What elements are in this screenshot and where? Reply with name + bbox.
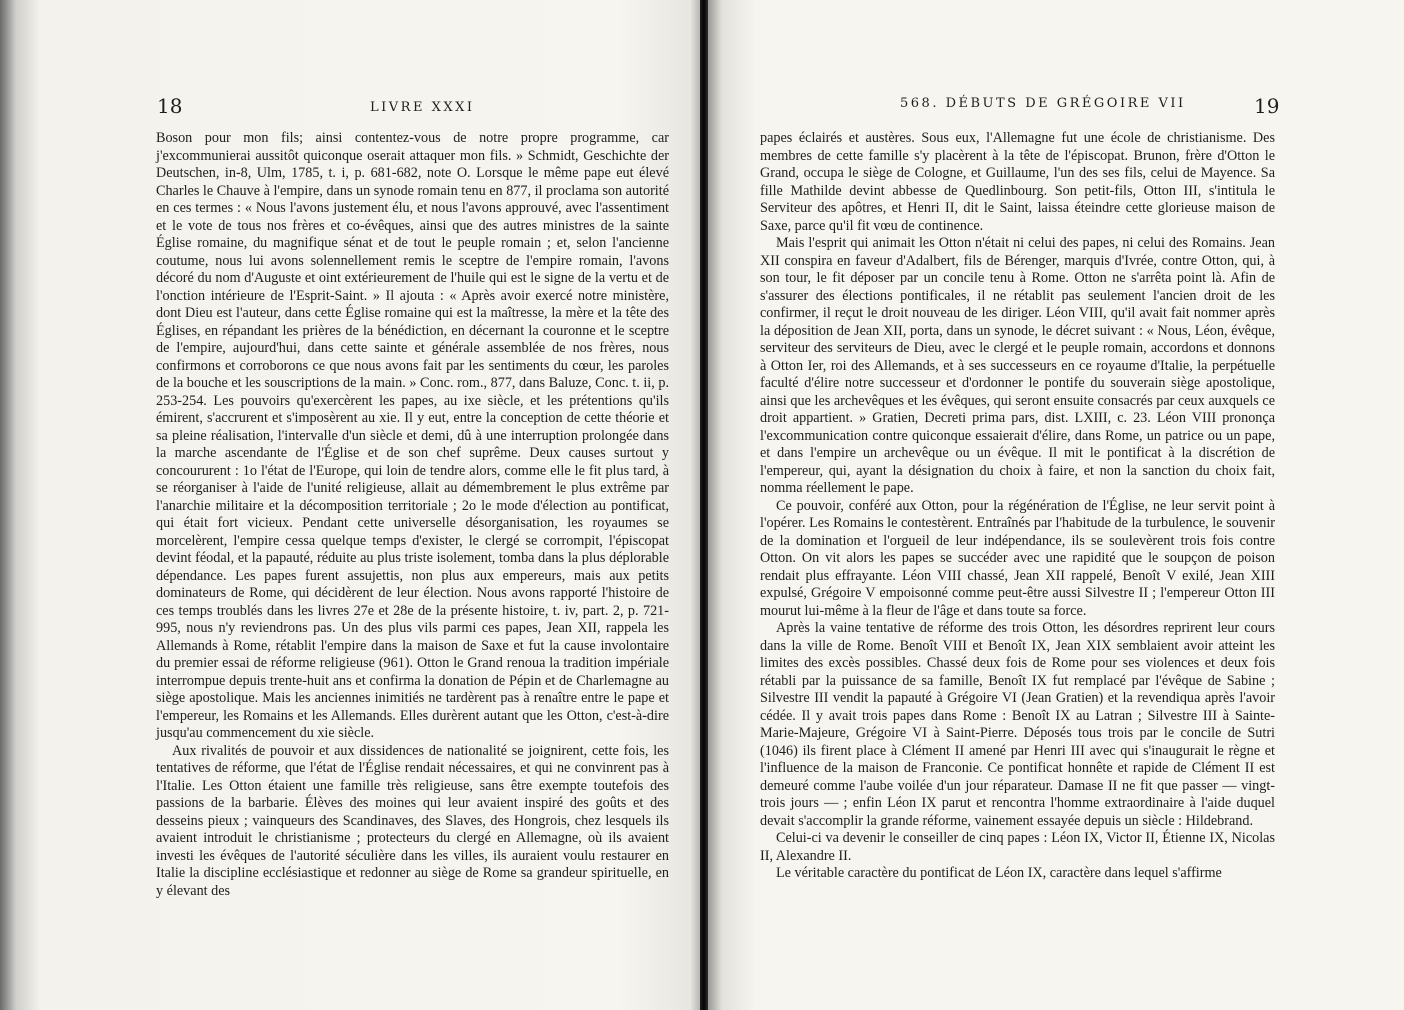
right-page-text [760,130,1275,883]
left-running-head: LIVRE XXXI [370,100,475,115]
right-paragraph-3: Ce pouvoir, conféré aux Otton, pour la régénération de l'Église, ne leur servit point à l'opérer. Les Romains le contestèrent. Entraînés par l'habitude de la turbulence, le souvenir de la domination et l'orgueil de leur indépendance, ils se soulevèrent trois fois contre Otton. On vit alors les papes se succéder avec une rapidité que le soupçon de poison rendait plus effrayante. Léon VIII chassé, Jean XII rappelé, Benoît V exilé, Jean XIII expulsé, Grégoire V empoisonné comme peut-être aussi Silvestre II ; l'empereur Otton III mourut lui-même à la fleur de l'âge et dans toute sa force. [760,497,1275,619]
right-running-head: 568. DÉBUTS DE GRÉGOIRE VII [900,96,1186,111]
left-page-text [156,130,669,900]
right-paragraph-5: Celui-ci va devenir le conseiller de cinq papes : Léon IX, Victor II, Étienne IX, Nicolas II, Alexandre II. [760,830,1275,864]
right-paragraph-1: papes éclairés et austères. Sous eux, l'Allemagne fut une école de christianisme. Des membres de cette famille s'y placèrent à la tête de l'épiscopat. Brunon, frère d'Otton le Grand, occupa le siège de Cologne, et Guillaume, l'un des ses fils, celui de Mayence. Sa fille Mathilde devint abbesse de Quedlinbourg. Son petit-fils, Otton III, s'intitula le Serviteur des apôtres, et Henri II, dit le Saint, laissa éteindre cette glorieuse maison de Saxe, parce qu'il fit vœu de continence. [760,130,1275,234]
right-page [708,0,1404,1010]
book-gutter [700,0,708,1010]
right-paragraph-2: Mais l'esprit qui animait les Otton n'était ni celui des papes, ni celui des Romains. Jean XII conspira en faveur d'Adalbert, fils de Bérenger, marquis d'Ivrée, contre Otton, qui, à son tour, le fit déposer par un concile tenu à Rome. Otton ne s'arrêta point là. Afin de s'assurer des élections pontificales, il ne rétablit pas seulement l'ancien droit de les confirmer, il reçut le droit nouveau de les diriger. Léon VIII, qu'il avait fait nommer après la déposition de Jean XII, porta, dans un synode, le décret suivant : « Nous, Léon, évêque, serviteur des serviteurs de Dieu, avec le clergé et le peuple romain, accordons et donnons à Otton Ier, roi des Allemands, et à ses successeurs en ce royaume d'Italie, la perpétuelle faculté d'élire notre successeur et d'ordonner le pontife du souverain siège apostolique, ainsi que les archevêques et les évêques, qui seront ensuite consacrés par ceux auxquels ce droit appartient. » Gratien, Decreti prima pars, dist. LXIII, c. 23. Léon VIII prononça l'excommunication contre quiconque essaierait d'élire, dans Rome, un patrice ou un pape, et dans l'empire un archevêque ou un évêque. Il mit le pontificat à la discrétion de l'empereur, qui, ayant la désignation du choix à faire, et non la sanction du choix fait, nomma réellement le pape. [760,235,1275,496]
left-paragraph-2: Aux rivalités de pouvoir et aux dissidences de nationalité se joignirent, cette fois, les tentatives de réforme, que l'état de l'Église rendait nécessaires, et qui ne convinrent pas à l'Italie. Les Otton étaient une famille très religieuse, sans être exempte toutefois des passions de la barbarie. Élèves des moines qui leur avaient inspiré des goûts et des desseins pieux ; vainqueurs des Scandinaves, des Slaves, des Hongrois, chez lesquels ils avaient introduit le christianisme ; protecteurs du clergé en Allemagne, où ils avaient investi les évêques de l'autorité séculière dans les villes, ils auraient voulu restaurer en Italie la discipline ecclésiastique et redonner au siège de Rome sa grandeur spirituelle, en y élevant des [156,742,669,899]
left-paragraph-1: Boson pour mon fils; ainsi contentez-vous de notre propre programme, car j'excommunierai aussitôt quiconque oserait attaquer mon fils. » Schmidt, Geschichte der Deutschen, in-8, Ulm, 1785, t. i, p. 681-682, note O. Lorsque le même pape eut élevé Charles le Chauve à l'empire, dans un synode romain tenu en 877, il proclama son autorité en ces termes : « Nous l'avons justement élu, et nous l'avons approuvé, avec l'assentiment et le vote de tous nos frères et co-évêques, ainsi que des autres ministres de la sainte Église romaine, du magnifique sénat et de tout le peuple romain ; et, selon l'ancienne coutume, nous lui avons solennellement remis le sceptre de l'empire romain, l'avons décoré du nom d'Auguste et oint extérieurement de l'huile qui est le signe de la vertu et de l'onction intérieure de l'Esprit-Saint. » Il ajouta : « Après avoir exercé notre ministère, dont Dieu est l'auteur, dans cette Église romaine qui est la maîtresse, la mère et la tête des Églises, en répandant les prières de la bénédiction, en décernant la couronne et le sceptre de l'empire, aujourd'hui, dans cette sainte et générale assemblée de nos frères, nous confirmons et corroborons ce que nous avons fait par les sentiments du cœur, les paroles de la bouche et les souscriptions de la main. » Conc. rom., 877, dans Baluze, Conc. t. ii, p. 253-254. Les pouvoirs qu'exercèrent les papes, au ixe siècle, et les prétentions qu'ils émirent, s'accrurent et s'imposèrent au xie. Il y eut, entre la conception de cette théorie et sa pleine réalisation, l'intervalle d'un siècle et demi, dû à une interruption prolongée dans la marche ascendante de l'Église et de son chef suprême. Deux causes surtout y concoururent : 1o l'état de l'Europe, qui loin de tendre alors, comme elle le fit plus tard, à se réorganiser à l'aide de l'unité religieuse, allait au démembrement le plus extrême par l'anarchie militaire et la décomposition territoriale ; 2o le mode d'élection au pontificat, qui était fort vicieux. Pendant cette universelle désorganisation, les royaumes se morcelèrent, l'empire cessa quelque temps d'exister, le clergé se corrompit, l'épiscopat devint féodal, et la papauté, réduite au plus triste isolement, tomba dans la plus déplorable dépendance. Les papes furent assujettis, non plus aux empereurs, mais aux petits dominateurs de Rome, qui décidèrent de leur élection. Nous avons rapporté l'histoire de ces temps troublés dans les livres 27e et 28e de la présente histoire, t. iv, part. 2, p. 721-995, nous n'y reviendrons pas. Un des plus vils parmi ces papes, Jean XII, rappela les Allemands à Rome, rétablit l'empire dans la maison de Saxe et fut la cause involontaire du premier essai de réforme religieuse (961). Otton le Grand renoua la tradition impériale interrompue depuis trente-huit ans et confirma la donation de Pépin et de Charlemagne au siège apostolique. Mais les anciennes inimitiés ne tardèrent pas à renaître entre le pape et l'empereur, les Romains et les Allemands. Elles durèrent autant que les Otton, c'est-à-dire jusqu'au commencement du xie siècle. [156,130,669,741]
right-page-number: 19 [1254,94,1280,118]
right-paragraph-6: Le véritable caractère du pontificat de Léon IX, caractère dans lequel s'affirme [776,865,1222,881]
right-paragraph-4: Après la vaine tentative de réforme des trois Otton, les désordres reprirent leur cours dans la ville de Rome. Benoît VIII et Benoît IX, Jean XIX semblaient avoir atteint les limites des excès possibles. Chassé deux fois de Rome pour ses violences et deux fois rétabli par la puissance de sa famille, Benoît IX fut remplacé par l'évêque de Sabine ; Silvestre III vendit la papauté à Grégoire VI (Jean Gratien) et la revendiqua après l'avoir cédée. Il y avait trois papes dans Rome : Benoît IX au Latran ; Silvestre III à Sainte-Marie-Majeure, Grégoire VI à Saint-Pierre. Déposés tous trois par le concile de Sutri (1046) ils firent place à Clément II amené par Henri III avec qui s'inaugurait le règne et l'influence de la maison de Franconie. Ce pontificat honnête et rapide de Clément II est demeuré comme l'aube voilée d'un jour réparateur. Damase II ne fit que passer — vingt-trois jours — ; enfin Léon IX parut et rencontra l'homme extraordinaire à l'aide duquel devait s'accomplir la grande réforme, vainement essayée depuis un siècle : Hildebrand. [760,620,1275,829]
left-page [0,0,700,1010]
left-page-number: 18 [157,94,183,118]
